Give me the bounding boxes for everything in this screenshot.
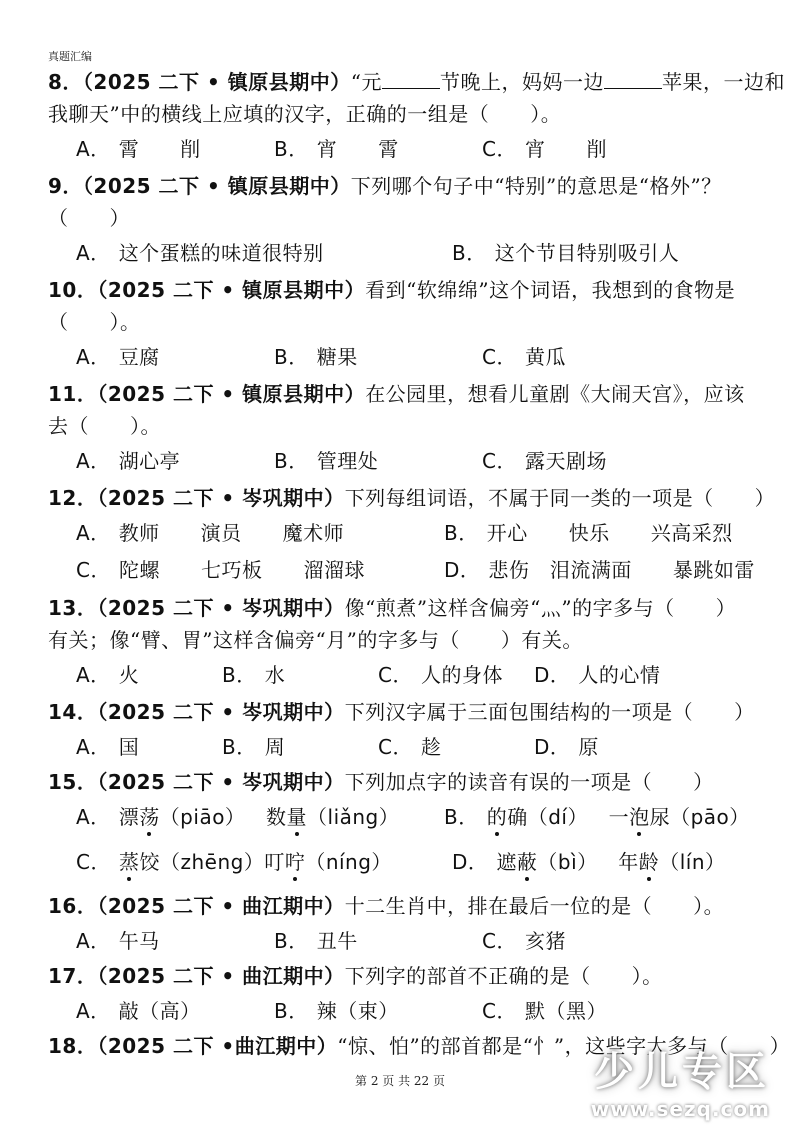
question-number: 15． — [48, 770, 98, 794]
q15-option-c[interactable]: C． 蒸饺（zhēng）叮咛（níng） — [76, 850, 392, 874]
q16-option-c[interactable]: C． 亥猪 — [482, 929, 566, 953]
question-text: 看到“软绵绵”这个词语，我想到的食物是 — [365, 278, 736, 302]
q13-option-d[interactable]: D． 人的心情 — [534, 663, 661, 687]
question-source: （2025 二下 • 岑巩期中） — [97, 770, 345, 794]
q14-option-d[interactable]: D． 原 — [534, 735, 599, 759]
question-text: 下列加点字的读音有误的一项是（ ） — [344, 770, 714, 794]
q11-option-b[interactable]: B． 管理处 — [274, 449, 379, 473]
question-text: 下列哪个句子中“特别”的意思是“格外”？ — [350, 174, 722, 198]
q13-option-a[interactable]: A． 火 — [76, 663, 140, 687]
q12-option-d[interactable]: D． 悲伤 泪流满面 暴跳如雷 — [444, 558, 755, 582]
question-text: 十二生肖中，排在最后一位的是（ ）。 — [344, 894, 725, 918]
question-source: （2025 二下 •曲江期中） — [97, 1034, 338, 1058]
question-source: （2025 二下 • 镇原县期中） — [97, 278, 366, 302]
dotted-char: 咛 — [284, 850, 306, 874]
question-number: 18． — [48, 1034, 98, 1058]
question-source: （2025 二下 • 曲江期中） — [97, 894, 345, 918]
question-16 — [48, 892, 724, 920]
answer-blank — [604, 70, 662, 89]
question-text: “惊、怕”的部首都是“忄”，这些字大多与（ ） — [337, 1034, 791, 1058]
q17-option-c[interactable]: C． 默（黑） — [482, 999, 607, 1023]
question-source: （2025 二下 • 岑巩期中） — [97, 596, 345, 620]
watermark-title: 少儿专区 — [594, 1049, 770, 1095]
q17-option-b[interactable]: B． 辣（束） — [274, 999, 399, 1023]
q8-option-c[interactable]: C． 宵 削 — [482, 137, 607, 161]
question-9 — [48, 172, 722, 200]
q14-option-a[interactable]: A． 国 — [76, 735, 140, 759]
q10-option-a[interactable]: A． 豆腐 — [76, 345, 160, 369]
q12-option-b[interactable]: B． 开心 快乐 兴高采烈 — [444, 521, 733, 545]
question-11 — [48, 380, 745, 408]
question-text: 下列汉字属于三面包围结构的一项是（ ） — [344, 700, 755, 724]
question-14 — [48, 698, 755, 726]
question-8 — [48, 68, 785, 96]
question-17 — [48, 962, 663, 990]
question-8-line2: 我聊天”中的横线上应填的汉字，正确的一组是（ ）。 — [48, 102, 562, 126]
page-header: 真题汇编 — [48, 50, 92, 63]
question-text: 像“煎煮”这样含偏旁“灬”的字多与（ ） — [344, 596, 737, 620]
q9-option-a[interactable]: A． 这个蛋糕的味道很特别 — [76, 241, 324, 265]
question-number: 11． — [48, 382, 98, 406]
question-text: 下列每组词语，不属于同一类的一项是（ ） — [344, 486, 776, 510]
question-source: （2025 二下 • 镇原县期中） — [97, 382, 366, 406]
dotted-char: 量 — [286, 805, 308, 829]
question-13-line2: 有关；像“臂、胃”这样含偏旁“月”的字多与（ ）有关。 — [48, 628, 583, 652]
question-text: “元 — [350, 70, 382, 94]
dotted-char: 蔽 — [516, 850, 538, 874]
question-10 — [48, 276, 735, 304]
q11-option-a[interactable]: A． 湖心亭 — [76, 449, 181, 473]
question-text: 下列字的部首不正确的是（ ）。 — [344, 964, 663, 988]
q16-option-a[interactable]: A． 午马 — [76, 929, 160, 953]
q16-option-b[interactable]: B． 丑牛 — [274, 929, 358, 953]
question-11-line2: 去（ ）。 — [48, 414, 161, 438]
answer-blank — [382, 70, 440, 89]
q15-option-d[interactable]: D． 遮蔽（bì） 年龄（lín） — [452, 850, 726, 874]
question-text: 在公园里，想看儿童剧《大闹天宫》，应该 — [365, 382, 745, 406]
dotted-char: 龄 — [638, 850, 660, 874]
question-source: （2025 二下 • 岑巩期中） — [97, 700, 345, 724]
q13-option-b[interactable]: B． 水 — [222, 663, 286, 687]
question-number: 9． — [48, 174, 83, 198]
q11-option-c[interactable]: C． 露天剧场 — [482, 449, 607, 473]
question-number: 14． — [48, 700, 98, 724]
q10-option-b[interactable]: B． 糖果 — [274, 345, 358, 369]
watermark-url: www.sezq.com — [590, 1097, 770, 1121]
q12-option-c[interactable]: C． 陀螺 七巧板 溜溜球 — [76, 558, 365, 582]
question-15 — [48, 768, 714, 796]
q14-option-b[interactable]: B． 周 — [222, 735, 286, 759]
question-source: （2025 二下 • 镇原县期中） — [82, 174, 351, 198]
dotted-char: 泡 — [629, 805, 650, 829]
dotted-char: 荡 — [139, 805, 160, 829]
q9-option-b[interactable]: B． 这个节目特别吸引人 — [452, 241, 680, 265]
question-number: 16． — [48, 894, 98, 918]
q8-option-b[interactable]: B． 宵 霄 — [274, 137, 399, 161]
question-10-line2: （ ）。 — [48, 310, 141, 334]
question-number: 8． — [48, 70, 83, 94]
question-source: （2025 二下 • 镇原县期中） — [82, 70, 351, 94]
dotted-char: 蒸 — [118, 850, 140, 874]
watermark-logo — [591, 1040, 770, 1121]
q12-option-a[interactable]: A． 教师 演员 魔术师 — [76, 521, 345, 545]
q14-option-c[interactable]: C． 趁 — [378, 735, 442, 759]
question-source: （2025 二下 • 岑巩期中） — [97, 486, 345, 510]
question-9-line2: （ ） — [48, 206, 130, 230]
q17-option-a[interactable]: A． 敲（高） — [76, 999, 201, 1023]
q15-option-a[interactable]: A． 漂荡（piāo） 数量（liǎng） — [76, 805, 400, 829]
question-12 — [48, 484, 775, 512]
question-number: 17． — [48, 964, 98, 988]
page-footer: 第 2 页 共 22 页 — [355, 1074, 445, 1088]
question-text: 苹果，一边和 — [662, 70, 785, 94]
question-number: 12． — [48, 486, 98, 510]
q10-option-c[interactable]: C． 黄瓜 — [482, 345, 566, 369]
q15-option-b[interactable]: B． 的确（dí） 一泡尿（pāo） — [444, 805, 750, 829]
q8-option-a[interactable]: A． 霄 削 — [76, 137, 201, 161]
question-13 — [48, 594, 736, 622]
question-text: 节晚上，妈妈一边 — [440, 70, 604, 94]
question-number: 10． — [48, 278, 98, 302]
question-number: 13． — [48, 596, 98, 620]
dotted-char: 的 — [486, 805, 508, 829]
q13-option-c[interactable]: C． 人的身体 — [378, 663, 503, 687]
question-source: （2025 二下 • 曲江期中） — [97, 964, 345, 988]
